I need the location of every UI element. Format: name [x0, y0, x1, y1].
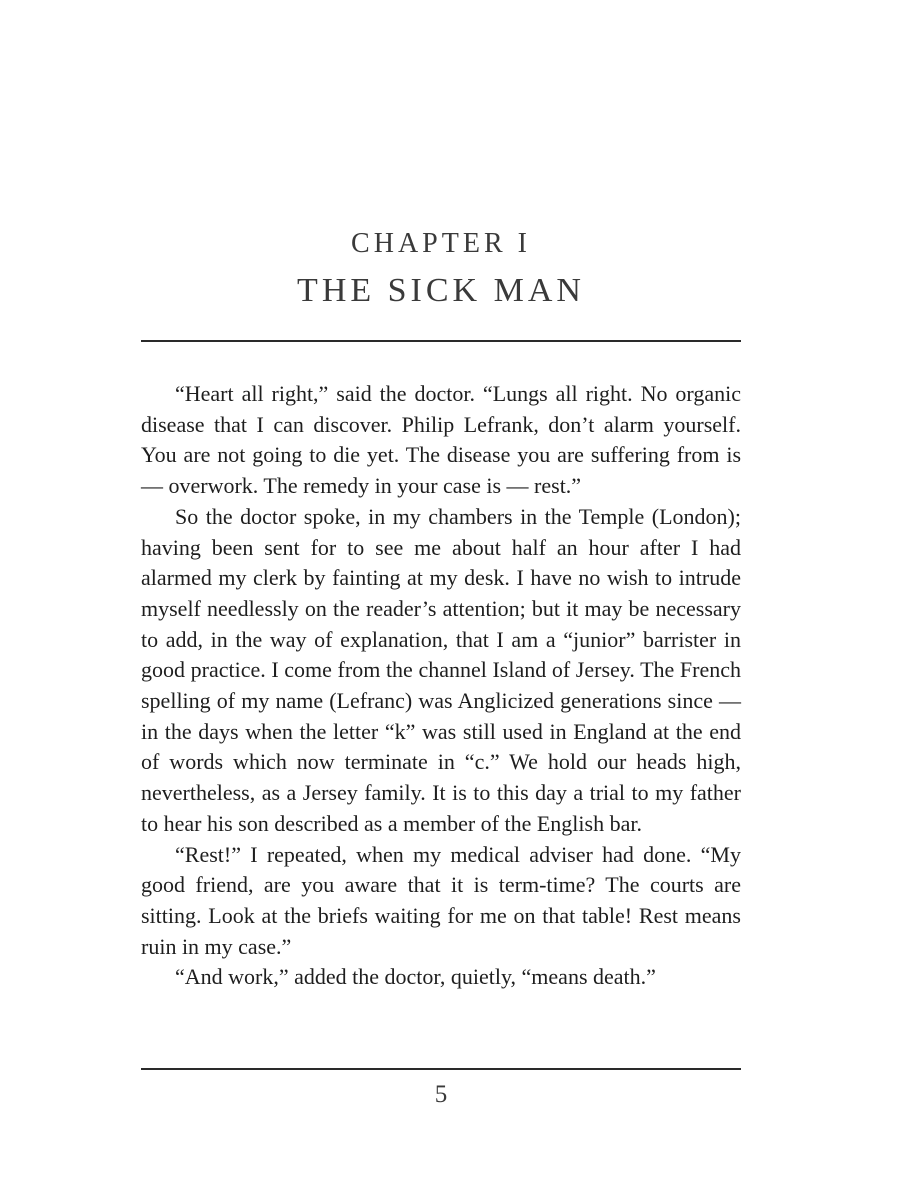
chapter-label: CHAPTER I [351, 228, 531, 259]
bottom-divider [141, 1068, 741, 1070]
paragraph: “And work,” added the doctor, quietly, “means death.” [175, 964, 656, 990]
top-divider [141, 340, 741, 342]
paragraph: “Rest!” I repeated, when my medical adviser had done. “My good friend, are you aware that it is term-time? The courts are sitting. Look at the briefs waiting for me on that table! Rest means ruin in my case.” [141, 841, 741, 959]
page-number: 5 [434, 1081, 448, 1108]
chapter-body [141, 379, 741, 993]
chapter-title: THE SICK MAN [297, 272, 585, 309]
paragraph: “Heart all right,” said the doctor. “Lungs all right. No organic disease that I can discover. Philip Lefrank, don’t alarm yourself. You are not going to die yet. The disease you are suffering from is — overwork. The remedy in your case is — rest.” [141, 381, 741, 499]
paragraph: So the doctor spoke, in my chambers in the Temple (London); having been sent for to see me about half an hour after I had alarmed my clerk by fainting at my desk. I have no wish to intrude myself needlessly on the reader’s attention; but it may be necessary to add, in the way of explanation, that I am a “junior” barrister in good practice. I come from the channel Island of Jersey. The French spelling of my name (Lefranc) was Anglicized generations since — in the days when the letter “k” was still used in England at the end of words which now terminate in “c.” We hold our heads high, nevertheless, as a Jersey family. It is to this day a trial to my father to hear his son described as a member of the English bar. [141, 503, 741, 836]
